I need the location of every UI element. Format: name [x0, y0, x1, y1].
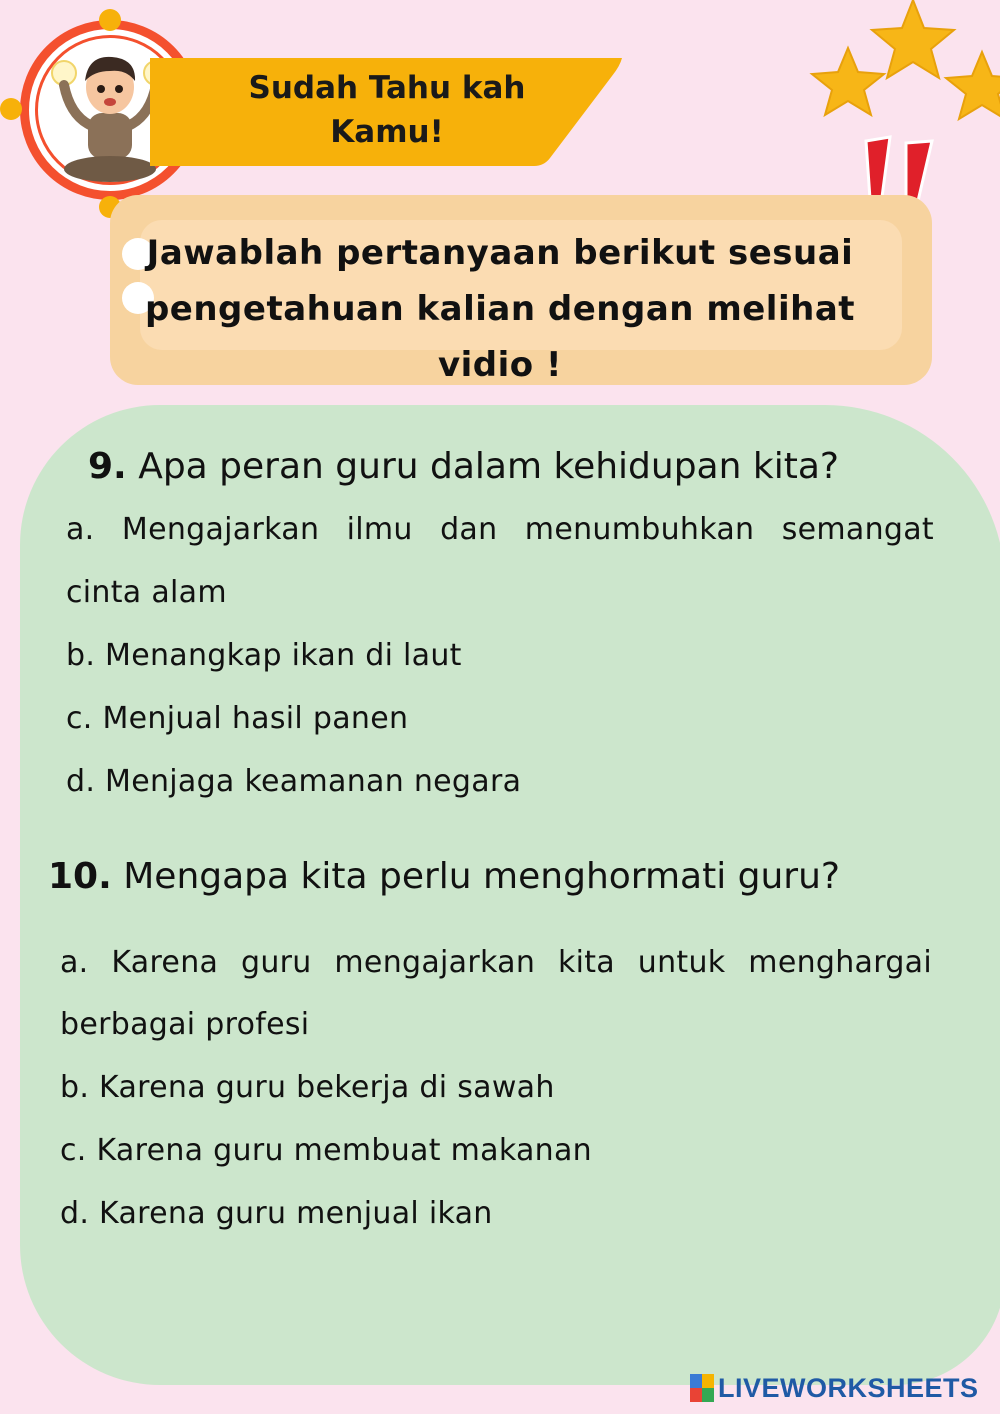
- stars-decoration: [800, 0, 1000, 140]
- liveworksheets-logo[interactable]: [690, 1370, 979, 1406]
- option-a-text: a. Karena guru mengajarkan kita untuk menghargai: [60, 945, 932, 980]
- option-b[interactable]: b. Menangkap ikan di laut: [66, 638, 462, 673]
- star-icon: [946, 52, 1000, 119]
- option-c[interactable]: c. Karena guru membuat makanan: [60, 1133, 592, 1168]
- option-a[interactable]: [66, 512, 934, 547]
- instruction-line-3: vidio !: [437, 345, 562, 385]
- option-c[interactable]: c. Menjual hasil panen: [66, 701, 409, 736]
- ring-dot: [99, 9, 121, 31]
- option-a-continued[interactable]: berbagai profesi: [60, 1007, 310, 1042]
- page-title: [182, 66, 592, 154]
- title-line-1: Sudah Tahu kah: [248, 70, 526, 106]
- star-icon: [812, 48, 884, 115]
- option-b[interactable]: b. Karena guru bekerja di sawah: [60, 1070, 555, 1105]
- question-text: Mengapa kita perlu menghormati guru?: [123, 856, 841, 897]
- option-a-continued[interactable]: cinta alam: [66, 575, 227, 610]
- logo-text: LIVEWORKSHEETS: [718, 1372, 979, 1403]
- option-d[interactable]: d. Karena guru menjual ikan: [60, 1196, 493, 1231]
- question-number: 9.: [88, 446, 127, 487]
- instruction-line-2: pengetahuan kalian dengan melihat: [144, 289, 856, 329]
- option-a-text: a. Mengajarkan ilmu dan menumbuhkan semangat: [66, 512, 934, 547]
- star-icon: [872, 0, 954, 78]
- question-10-heading: [48, 856, 840, 897]
- title-line-2: Kamu!: [330, 114, 444, 150]
- option-d[interactable]: d. Menjaga keamanan negara: [66, 764, 522, 799]
- instruction-line-1: Jawablah pertanyaan berikut sesuai: [146, 233, 854, 273]
- logo-badge-icon: [690, 1374, 714, 1402]
- option-a[interactable]: [60, 945, 932, 980]
- title-banner: [150, 58, 622, 166]
- question-number: 10.: [48, 856, 112, 897]
- question-9-heading: [88, 446, 839, 487]
- question-text: Apa peran guru dalam kehidupan kita?: [138, 446, 840, 487]
- instruction-text: [70, 225, 930, 393]
- ring-dot: [0, 98, 22, 120]
